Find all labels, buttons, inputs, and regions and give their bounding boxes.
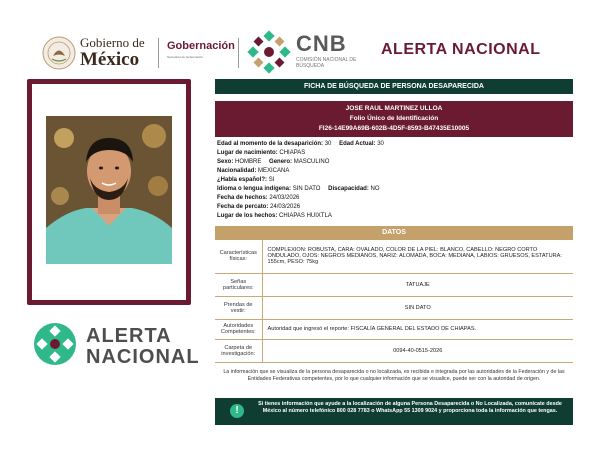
sexo-label: Sexo: xyxy=(217,159,234,165)
person-photo xyxy=(46,116,172,264)
ficha-title-bar: FICHA DE BÚSQUEDA DE PERSONA DESAPARECIDA xyxy=(215,79,573,94)
alerta-wordmark-line1: ALERTA xyxy=(86,325,172,347)
mexico-coat-of-arms-icon xyxy=(42,36,76,70)
info-row-fecha-hechos xyxy=(217,194,571,203)
cnb-wordmark xyxy=(296,33,366,69)
footer-contact-bar xyxy=(215,398,573,425)
photo-frame-inner xyxy=(32,84,186,300)
datos-value: COMPLEXION: ROBUSTA, CARA: OVALADO, COLOR DE LA PIEL: BLANCO, CABELLO: NEGRO CORTO ONDULADO, OJOS: NEGROS MEDIANOS, NARIZ: ALOMADA, BOCA: MEDIANA, LABIOS: GRUESOS, ESTATURA: 155cm, PESO: 75kg xyxy=(262,240,573,273)
datos-label: Prendas de vestir: xyxy=(215,296,262,319)
header-divider xyxy=(238,38,239,68)
edad-actual-label: Edad Actual: xyxy=(339,141,376,147)
alerta-nacional-logo-icon xyxy=(33,322,77,366)
genero-value: MASCULINO xyxy=(293,159,330,165)
gobernacion-wordmark: Gobernación xyxy=(167,40,235,52)
header xyxy=(0,22,600,84)
lugar-nacimiento-value: CHIAPAS xyxy=(279,150,306,156)
idioma-value: SIN DATO xyxy=(292,186,321,192)
fecha-percato-value: 24/03/2026 xyxy=(270,204,301,210)
edad-desaparicion-value: 30 xyxy=(324,141,332,147)
alerta-nacional-wordmark xyxy=(86,326,200,367)
genero-label: Genero: xyxy=(269,159,293,165)
datos-label: Señas particulares: xyxy=(215,273,262,296)
discapacidad-label: Discapacidad: xyxy=(328,186,369,192)
info-row-fecha-percato xyxy=(217,203,571,212)
datos-value: SIN DATO xyxy=(262,296,573,319)
table-row xyxy=(215,296,573,319)
table-row xyxy=(215,319,573,339)
idioma-label: Idioma o lengua indígena: xyxy=(217,186,292,192)
edad-desaparicion-label: Edad al momento de la desaparición: xyxy=(217,141,324,147)
datos-label: Autoridades Competentes: xyxy=(215,319,262,339)
gobierno-line1: Gobierno de xyxy=(80,35,145,50)
disclaimer-text: La información que se visualiza de la persona desaparecida o no localizada, es recibida e integrada por las autoridades de la Federación y de las Entidades Federativas competentes, por lo que cualquier información que se visualice, puede ser con la autoridad de origen. xyxy=(223,369,565,382)
footer-contact-text: Si tienes información que ayude a la localización de alguna Persona Desaparecida o No Localizada, comunicate desde México al número telefónico 800 028 7783 o WhatsApp 55 1309 9024 y proporciona toda la información que tengas. xyxy=(258,401,562,414)
alert-exclamation-icon: ! xyxy=(230,404,244,418)
info-row-espanol xyxy=(217,176,571,185)
info-row-edad xyxy=(217,140,571,149)
table-row xyxy=(215,273,573,296)
sexo-value: HOMBRE xyxy=(235,159,262,165)
fecha-hechos-value: 24/03/2026 xyxy=(269,195,300,201)
fecha-percato-label: Fecha de percato: xyxy=(217,204,269,210)
gobierno-de-mexico-wordmark xyxy=(80,36,145,69)
photo-frame xyxy=(27,79,191,305)
datos-label: Características físicas: xyxy=(215,240,262,273)
datos-value: Autoridad que ingresó el reporte: FISCALÍA GENERAL DEL ESTADO DE CHIAPAS. xyxy=(262,319,573,339)
table-row xyxy=(215,339,573,362)
header-divider xyxy=(158,38,159,68)
page-title: ALERTA NACIONAL xyxy=(381,41,541,58)
lugar-hechos-label: Lugar de los hechos: xyxy=(217,213,278,219)
fecha-hechos-label: Fecha de hechos: xyxy=(217,195,268,201)
habla-espanol-value: SI xyxy=(268,177,275,183)
cnb-acronym: CNB xyxy=(296,31,347,56)
nacionalidad-value: MEXICANA xyxy=(258,168,290,174)
table-row xyxy=(215,240,573,273)
person-name: JOSE RAUL MARTINEZ ULLOA xyxy=(345,105,443,112)
folio-number: FI26-14E99A69B-602B-4D5F-8593-B47435E10005 xyxy=(318,125,470,132)
info-row-lugar-hechos xyxy=(217,212,571,221)
person-name-bar xyxy=(215,101,573,137)
alerta-wordmark-line2: NACIONAL xyxy=(86,346,200,368)
discapacidad-value: NO xyxy=(370,186,380,192)
cnb-logo-icon xyxy=(247,30,291,74)
datos-table xyxy=(215,240,573,363)
lugar-hechos-value: CHIAPAS HUIXTLA xyxy=(279,213,332,219)
datos-title-bar: DATOS xyxy=(215,226,573,240)
info-row-nacimiento xyxy=(217,149,571,158)
datos-value: 0094-40-0515-2026 xyxy=(262,339,573,362)
nacionalidad-label: Nacionalidad: xyxy=(217,168,257,174)
gobierno-line2: México xyxy=(80,49,140,70)
datos-label: Carpeta de investigación: xyxy=(215,339,262,362)
gobernacion-subtext: Secretaría de Gobernación xyxy=(167,55,204,59)
habla-espanol-label: ¿Habla español?: xyxy=(217,177,268,183)
edad-actual-value: 30 xyxy=(377,141,384,147)
info-row-nacionalidad xyxy=(217,167,571,176)
lugar-nacimiento-label: Lugar de nacimiento: xyxy=(217,150,278,156)
info-row-idioma xyxy=(217,185,571,194)
info-row-sexo xyxy=(217,158,571,167)
cnb-full-name: COMISIÓN NACIONAL DE BÚSQUEDA xyxy=(296,57,357,69)
datos-value: TATUAJE xyxy=(262,273,573,296)
folio-label: Folio Único de Identificación xyxy=(349,115,439,122)
person-info xyxy=(217,140,571,221)
